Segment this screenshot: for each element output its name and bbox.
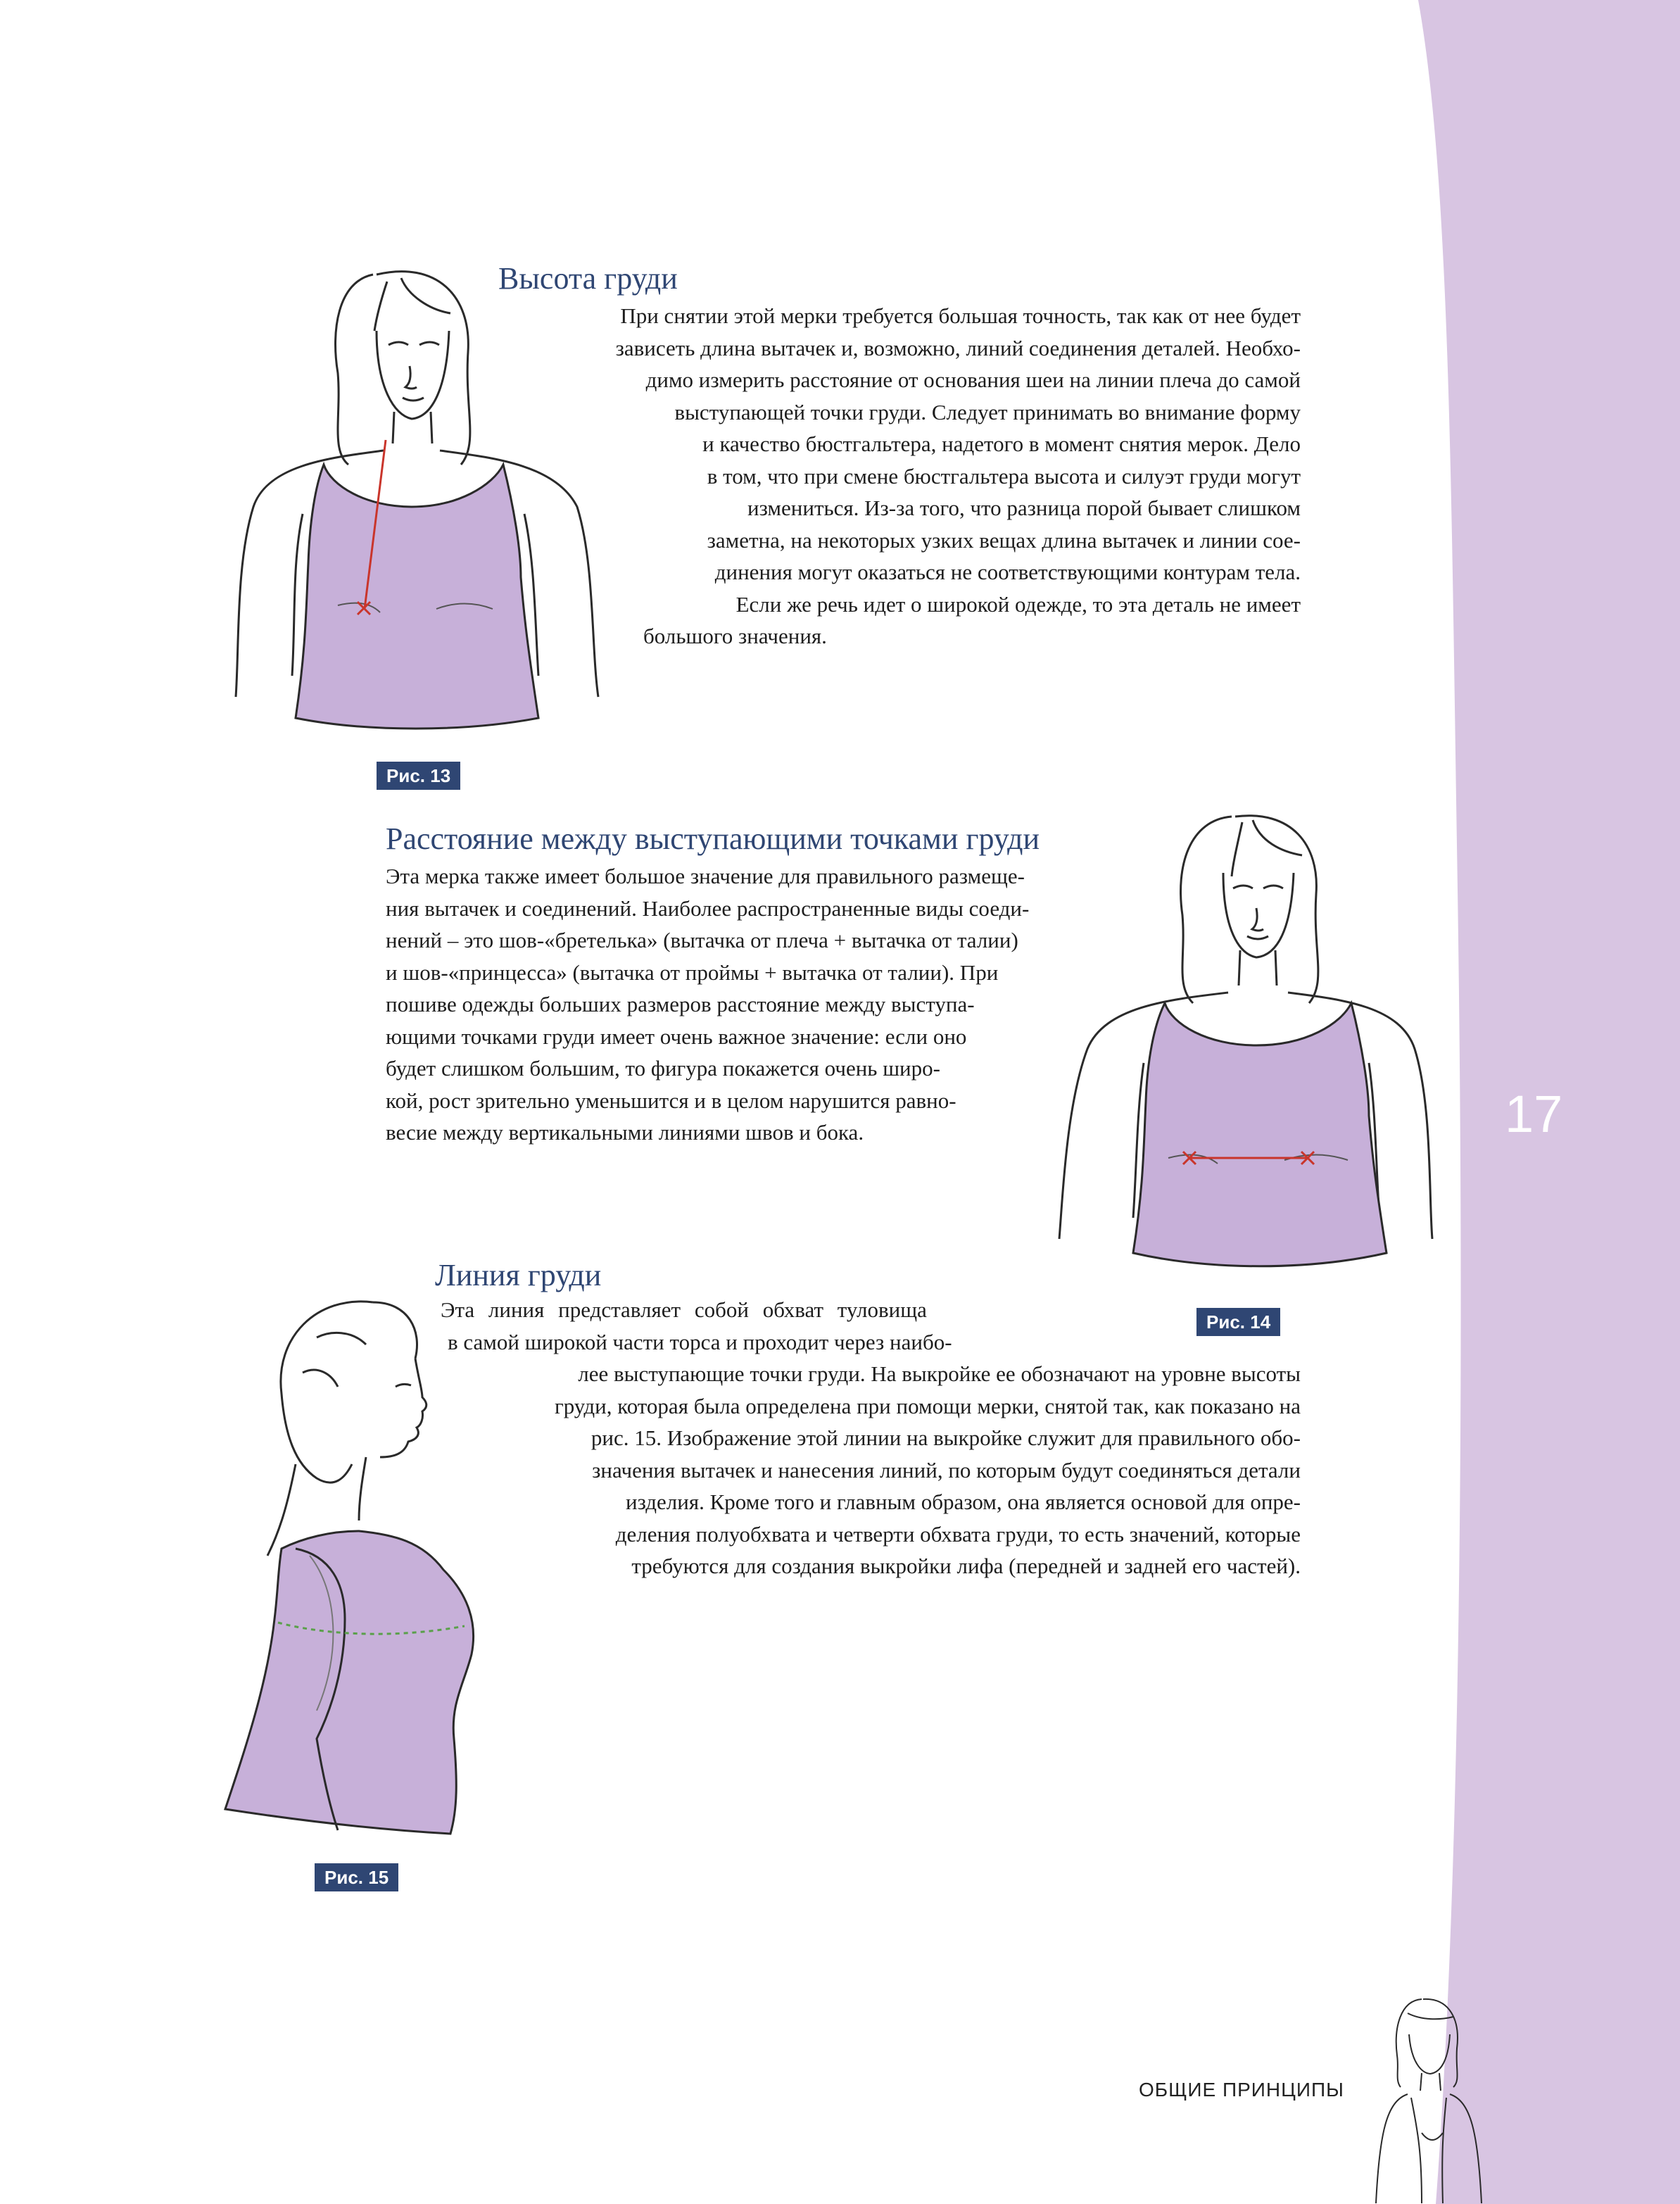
section-2-body xyxy=(386,860,1097,1149)
section-3-line: значения вытачек и нанесения линий, по которым будут соединяться детали xyxy=(592,1457,1301,1482)
section-2-line: кой, рост зрительно уменьшится и в целом нарушится равно- xyxy=(386,1088,956,1113)
section-2-line: нений – это шов-«бретелька» (вытачка от плеча + вытачка от талии) xyxy=(386,928,1018,952)
section-1-line: большого значения. xyxy=(643,624,827,648)
section-3-body xyxy=(422,1294,1301,1582)
section-3-line: груди, которая была определена при помощи мерки, снятой так, как показано на xyxy=(555,1393,1301,1418)
section-1-body xyxy=(493,300,1301,653)
section-1-line: зависеть длина вытачек и, возможно, линий соединения деталей. Необхо- xyxy=(615,335,1301,360)
section-1-line: измениться. Из-за того, что разница порой бывает слишком xyxy=(747,496,1301,520)
section-3-line: в самой широкой части торса и проходит через наибо- xyxy=(448,1329,952,1354)
section-2-line: пошиве одежды больших размеров расстояние между выступа- xyxy=(386,992,975,1016)
section-2-line: Эта мерка также имеет большое значение для правильного размеще- xyxy=(386,864,1025,888)
section-3-line: требуются для создания выкройки лифа (передней и задней его частей). xyxy=(631,1554,1301,1578)
figure-14-label: Рис. 14 xyxy=(1196,1308,1280,1336)
section-1-line: и качество бюстгальтера, надетого в момент снятия мерок. Дело xyxy=(702,432,1301,456)
section-2-line: ния вытачек и соединений. Наиболее распространенные виды соеди- xyxy=(386,895,1030,921)
section-3-line: рис. 15. Изображение этой линии на выкройке служит для правильного обо- xyxy=(590,1425,1301,1450)
footer-figure-illustration xyxy=(1372,1992,1485,2204)
figure-15-label: Рис. 15 xyxy=(315,1863,398,1891)
section-3-title: Линия груди xyxy=(435,1258,602,1292)
section-1-line: При снятии этой мерки требуется большая точность, так как от нее будет xyxy=(620,303,1301,328)
section-3-line: изделия. Кроме того и главным образом, она является основой для опре- xyxy=(625,1490,1301,1514)
section-1-line: димо измерить расстояние от основания шеи на линии плеча до самой xyxy=(645,367,1301,392)
section-3-line: Эта линия представляет собой обхват туловища xyxy=(441,1297,927,1322)
footer-section-name: ОБЩИЕ ПРИНЦИПЫ xyxy=(1139,2079,1344,2101)
section-1-line: динения могут оказаться не соответствующими контурам тела. xyxy=(714,560,1301,584)
section-1-title: Высота груди xyxy=(498,261,678,296)
section-1-line: в том, что при смене бюстгальтера высота и силуэт груди могут xyxy=(707,463,1301,489)
section-1-line: Если же речь идет о широкой одежде, то эта деталь не имеет xyxy=(735,591,1301,617)
figure-13-label: Рис. 13 xyxy=(377,762,460,790)
section-2-line: будет слишком большим, то фигура покажется очень широ- xyxy=(386,1056,940,1081)
section-3-line: деления полуобхвата и четверти обхвата груди, то есть значений, которые xyxy=(615,1521,1301,1547)
section-3-line: лее выступающие точки груди. На выкройке ее обозначают на уровне высоты xyxy=(578,1361,1301,1386)
page-number: 17 xyxy=(1505,1085,1563,1143)
figure-15-illustration xyxy=(211,1288,535,1837)
section-2-title: Расстояние между выступающими точками груди xyxy=(386,821,1040,856)
section-1-line: заметна, на некоторых узких вещах длина вытачек и линии сое- xyxy=(707,527,1301,553)
section-2-line: весие между вертикальными линиями швов и бока. xyxy=(386,1120,864,1145)
section-2-line: и шов-«принцесса» (вытачка от проймы + вытачка от талии). При xyxy=(386,959,999,985)
figure-14-illustration xyxy=(1049,802,1443,1288)
section-2-line: ющими точками груди имеет очень важное значение: если оно xyxy=(386,1024,967,1049)
section-1-line: выступающей точки груди. Следует принимать во внимание форму xyxy=(674,399,1301,424)
